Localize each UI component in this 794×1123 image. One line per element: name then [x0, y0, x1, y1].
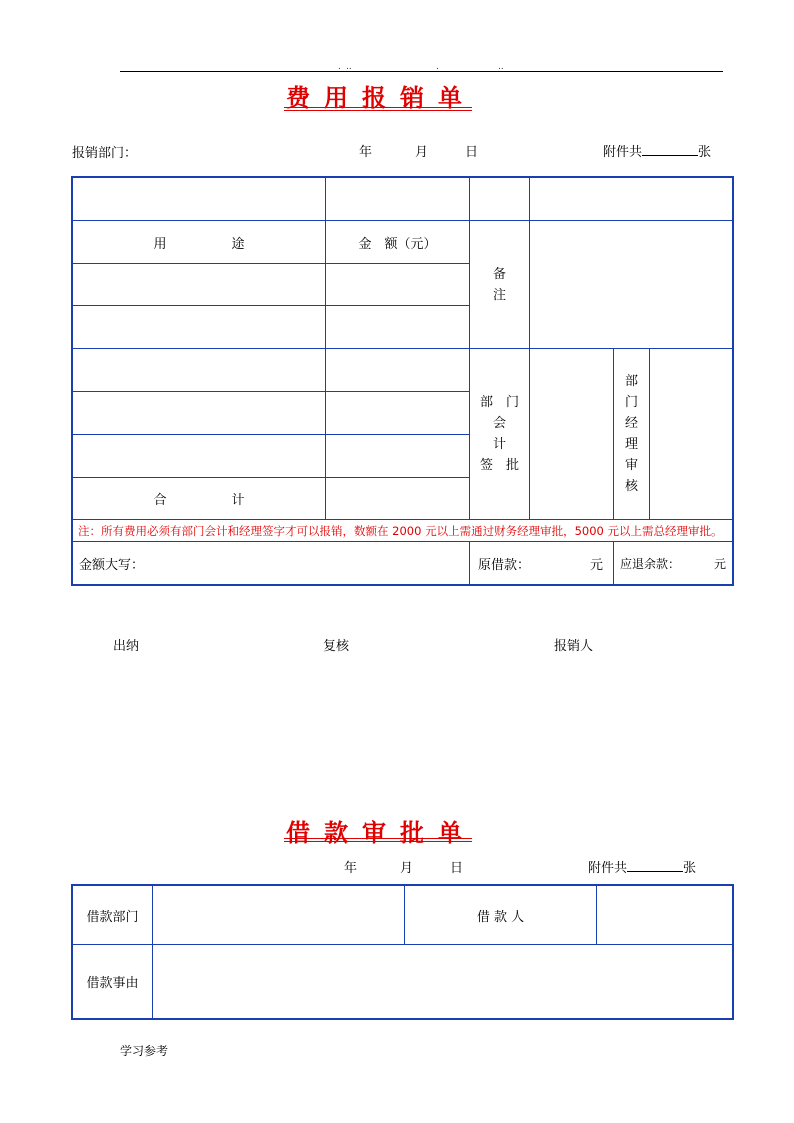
loan-reason-label: 借款事由 — [73, 945, 153, 1018]
refund-label: 应退余款： — [620, 556, 681, 571]
loan-attachment-count — [588, 857, 696, 876]
remarks-char: 注 — [492, 287, 506, 303]
attachment-label: 附件共 — [603, 145, 643, 160]
header-mark: .. — [346, 62, 352, 72]
dept-label: 报销部门： — [72, 146, 138, 161]
top-blank-cell[interactable] — [470, 178, 530, 221]
manager-review-label — [614, 349, 650, 520]
loan-attachment-unit: 张 — [683, 861, 697, 876]
purpose-cell[interactable] — [73, 392, 326, 435]
amount-cell[interactable] — [326, 435, 470, 478]
header-rule — [120, 71, 723, 72]
loan-reason-field[interactable] — [153, 945, 732, 1018]
purpose-cell[interactable] — [73, 264, 326, 306]
remarks-label — [470, 221, 530, 349]
manager-char: 门 — [624, 395, 638, 410]
purpose-cell[interactable] — [73, 349, 326, 392]
accounting-char: 部 门 — [479, 395, 519, 410]
manager-char: 理 — [624, 437, 638, 452]
header-mark: . — [338, 62, 341, 72]
manager-char: 部 — [624, 374, 638, 389]
remarks-field[interactable] — [530, 221, 732, 349]
title-underline — [284, 110, 472, 111]
remarks-char: 备 — [492, 266, 506, 282]
amount-words-label: 金额大写： — [79, 557, 145, 573]
date-month: 月 — [415, 145, 429, 160]
loan-form-title: 借款审批单 — [286, 818, 476, 847]
top-blank-cell[interactable] — [73, 178, 326, 221]
manager-char: 审 — [624, 458, 638, 473]
amount-cell[interactable] — [326, 392, 470, 435]
amount-cell[interactable] — [326, 264, 470, 306]
amount-cell[interactable] — [326, 306, 470, 349]
title-underline — [284, 838, 472, 839]
expense-form-title: 费用报销单 — [286, 83, 476, 112]
loan-dept-label: 借款部门 — [73, 886, 153, 945]
title-underline — [284, 841, 472, 842]
purpose-header: 用 途 — [73, 221, 326, 264]
borrower-label: 借 款 人 — [405, 886, 597, 945]
top-blank-cell[interactable] — [326, 178, 470, 221]
attachment-blank[interactable] — [642, 143, 698, 156]
accounting-char: 会 — [492, 416, 506, 431]
accounting-signature-field[interactable] — [530, 349, 614, 520]
purpose-cell[interactable] — [73, 306, 326, 349]
accounting-signoff-label — [470, 349, 530, 520]
title-underline — [284, 107, 472, 108]
attachment-count — [603, 141, 711, 160]
reviewer-label: 复核 — [323, 639, 350, 654]
total-label: 合 计 — [73, 478, 326, 520]
manager-char: 经 — [624, 416, 638, 431]
loan-date-day: 日 — [450, 861, 464, 876]
header-mark: . — [436, 62, 439, 72]
expense-table — [71, 176, 734, 586]
date-day: 日 — [465, 145, 479, 160]
accounting-char: 计 — [492, 437, 506, 452]
cashier-label: 出纳 — [113, 639, 140, 654]
loan-attachment-label: 附件共 — [588, 861, 628, 876]
amount-cell[interactable] — [326, 349, 470, 392]
manager-signature-field[interactable] — [650, 349, 732, 520]
amount-header: 金 额（元） — [326, 221, 470, 264]
refund-balance[interactable] — [614, 542, 732, 584]
original-loan[interactable] — [470, 542, 614, 584]
top-blank-cell[interactable] — [530, 178, 732, 221]
loan-date-month: 月 — [400, 861, 414, 876]
date-year: 年 — [359, 145, 373, 160]
header-mark: .. — [498, 62, 504, 72]
claimant-label: 报销人 — [554, 639, 594, 654]
loan-table — [71, 884, 734, 1020]
loan-dept-field[interactable] — [153, 886, 405, 945]
footer-text: 学习参考 — [120, 1044, 169, 1058]
borrower-field[interactable] — [597, 886, 732, 945]
refund-unit: 元 — [713, 556, 726, 571]
approval-note: 注：所有费用必须有部门会计和经理签字才可以报销，数额在 2000 元以上需通过财务经理审批，5000 元以上需总经理审批。 — [73, 520, 732, 542]
accounting-char: 签 批 — [479, 458, 519, 473]
attachment-unit: 张 — [698, 145, 712, 160]
manager-char: 核 — [624, 479, 638, 494]
total-amount-cell[interactable] — [326, 478, 470, 520]
amount-in-words[interactable] — [73, 542, 470, 584]
purpose-cell[interactable] — [73, 435, 326, 478]
original-loan-unit: 元 — [589, 557, 603, 573]
loan-date-year: 年 — [344, 861, 358, 876]
original-loan-label: 原借款： — [478, 557, 531, 573]
loan-attachment-blank[interactable] — [627, 859, 683, 872]
